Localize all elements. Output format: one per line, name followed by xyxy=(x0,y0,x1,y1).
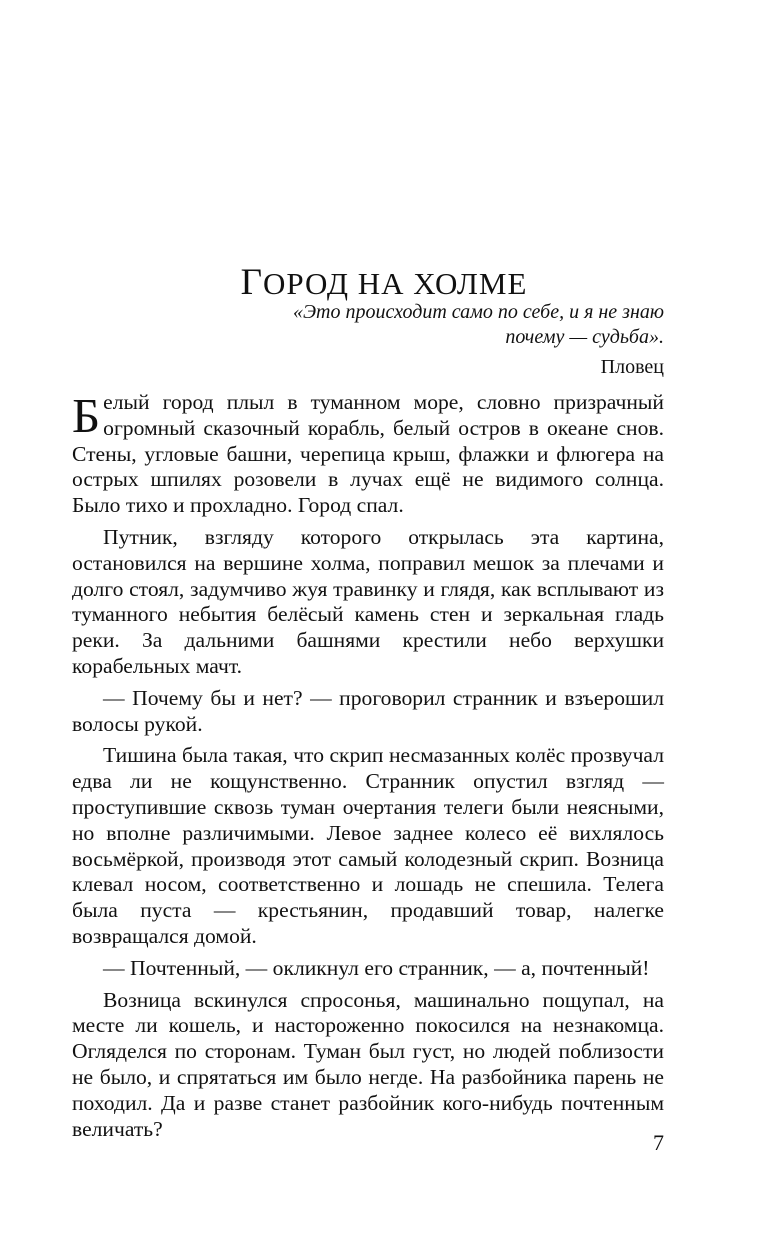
paragraph-1-text: елый город плыл в туманном море, словно призрачный огромный сказочный корабль, белый остров в океане снов. Стены, угловые башни, черепица крыш, флажки и флюгера на острых шпилях розовели в лучах ещё не видимого солнца. Было тихо и прохладно. Город спал. xyxy=(72,390,664,518)
epigraph-quote: «Это происходит само по себе, и я не знаю почему — судьба». xyxy=(292,301,664,348)
drop-cap: Б xyxy=(72,388,101,443)
page-number: 7 xyxy=(653,1130,664,1155)
paragraph-4: Тишина была такая, что скрип несмазанных колёс прозвучал едва ли не кощунственно. Странник опустил взгляд — проступившие сквозь туман очертания телеги были неясными, но вполне различимыми. Левое заднее колесо её вихлялось восьмёркой, производя этот самый колодезный скрип. Возница клевал носом, соответственно и лошадь не спешила. Телега была пуста — крестьянин, продавший товар, налегке возвращался домой. xyxy=(72,743,664,948)
paragraph-1 xyxy=(72,390,664,519)
paragraph-5: — Почтенный, — окликнул его странник, — а, почтенный! xyxy=(103,955,650,980)
chapter-body xyxy=(72,390,664,1148)
chapter-title-rest: ОРОД НА ХОЛМЕ xyxy=(262,265,528,301)
epigraph-author: Пловец xyxy=(600,356,664,378)
paragraph-3: — Почему бы и нет? — проговорил странник и взъерошил волосы рукой. xyxy=(72,685,664,736)
chapter-title-initial: Г xyxy=(240,261,263,303)
epigraph xyxy=(284,300,664,380)
paragraph-6: Возница вскинулся спросонья, машинально пощупал, на месте ли кошель, и настороженно покосился на незнакомца. Огляделся по сторонам. Туман был густ, но людей поблизости не было, и спрятаться им было негде. На разбойника парень не походил. Да и разве станет разбойник кого-нибудь почтенным величать? xyxy=(72,987,664,1141)
paragraph-2: Путник, взгляду которого открылась эта картина, остановился на вершине холма, поправил мешок за плечами и долго стоял, задумчиво жуя травинку и глядя, как всплывают из туманного небытия белёсый камень стен и зеркальная гладь реки. За дальними башнями крестили небо верхушки корабельных мачт. xyxy=(72,524,664,678)
chapter-title xyxy=(0,261,768,304)
